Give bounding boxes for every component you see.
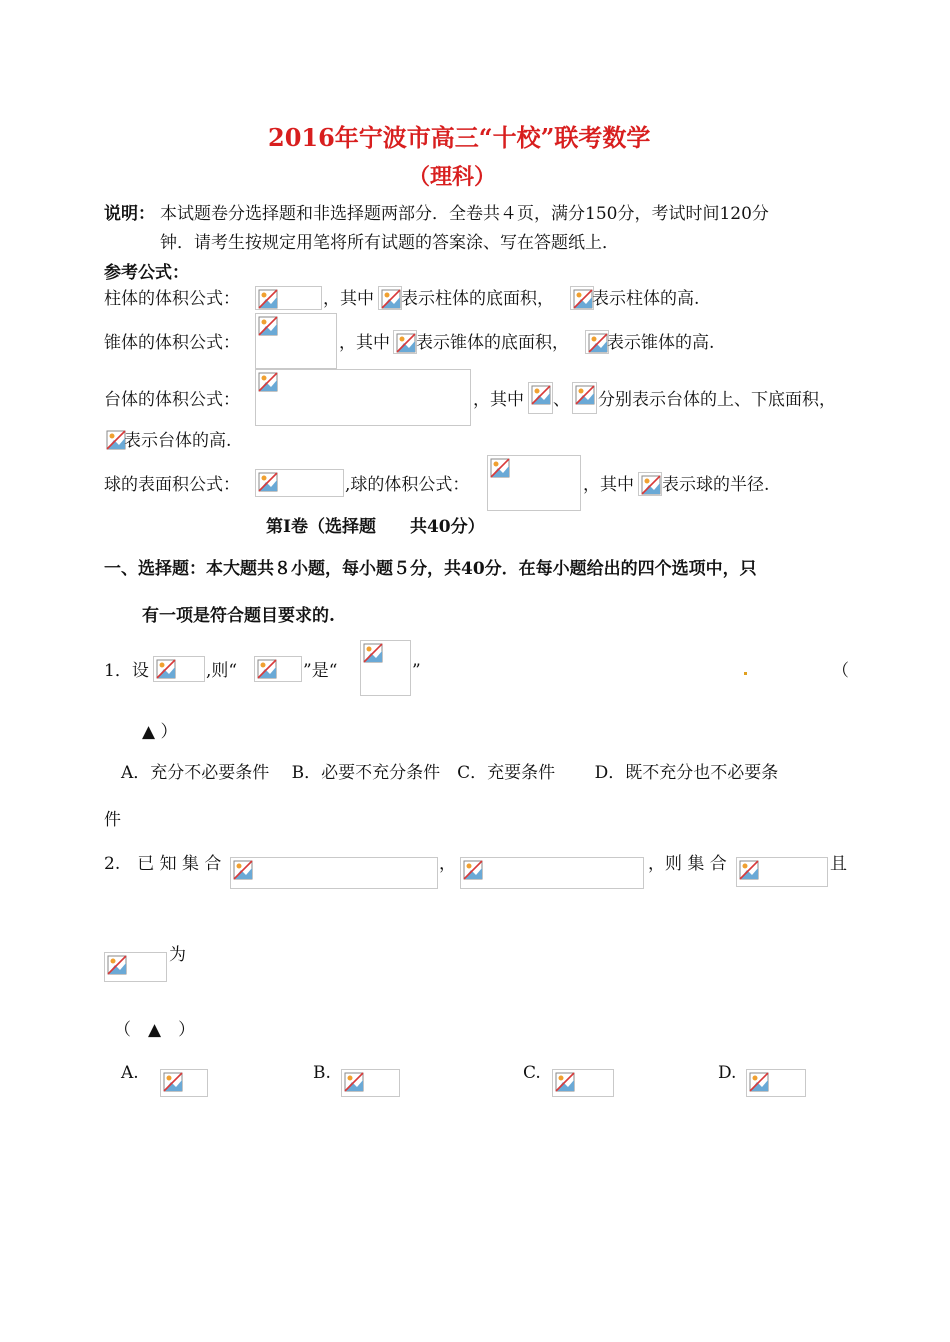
sphere-text-2: ，其中: [583, 475, 634, 495]
broken-image-icon: [230, 857, 438, 889]
cone-text-2: 表示锥体的底面积，: [416, 333, 569, 353]
prism-text-2: 表示柱体的底面积，: [401, 289, 554, 309]
section-instruction-2: 有一项是符合题目要求的.: [142, 606, 335, 626]
q2-text-1: ，则 集 合: [648, 854, 727, 874]
broken-image-icon: [341, 1069, 400, 1097]
broken-image-icon: [552, 1069, 614, 1097]
broken-image-icon: [378, 286, 402, 310]
frustum-text-3: 分别表示台体的上、下底面积，: [598, 390, 836, 410]
formulas-heading: 参考公式：: [104, 263, 189, 283]
intro-line-2: 钟．请考生按规定用笔将所有试题的答案涂、写在答题纸上．: [160, 233, 619, 253]
section-instruction-1: 一、选择题：本大题共８小题，每小题５分，共40分．在每小题给出的四个选项中，只: [104, 559, 757, 579]
q1-options-continued: 件: [104, 810, 121, 830]
broken-image-icon: [393, 330, 417, 354]
q1-text-3: ”: [412, 661, 421, 681]
sphere-label: 球的表面积公式：: [104, 475, 240, 495]
cone-text-3: 表示锥体的高.: [607, 333, 715, 353]
q2-paren: （ ▲ ）: [114, 1020, 196, 1040]
q2-comma: ，: [439, 854, 456, 874]
broken-image-icon: [255, 313, 337, 369]
q2-option-d-label: D.: [718, 1063, 737, 1083]
broken-image-icon: [460, 857, 644, 889]
broken-image-icon: [528, 382, 553, 414]
cone-text-1: ，其中: [339, 333, 390, 353]
q2-option-a-label: A.: [121, 1063, 139, 1083]
broken-image-icon: [255, 286, 322, 310]
broken-image-icon: [360, 640, 411, 696]
page-title: 2016年宁波市高三“十校”联考数学: [268, 123, 651, 152]
intro-line-1: 本试题卷分选择题和非选择题两部分．全卷共４页，满分150分，考试时间120分: [160, 204, 769, 224]
frustum-text-4: 表示台体的高.: [124, 431, 232, 451]
broken-image-icon: [572, 382, 597, 414]
prism-text-1: ，其中: [323, 289, 374, 309]
broken-image-icon: [153, 656, 205, 682]
prism-text-3: 表示柱体的高.: [592, 289, 700, 309]
q1-text-1: ,则“: [206, 661, 238, 681]
frustum-text-2: 、: [553, 390, 570, 410]
q2-option-b-label: B.: [313, 1063, 331, 1083]
sphere-text-3: 表示球的半径.: [662, 475, 770, 495]
broken-image-icon: [638, 472, 662, 496]
cone-label: 锥体的体积公式：: [104, 333, 240, 353]
section-title: 第Ⅰ卷（选择题 共40分）: [266, 517, 485, 537]
q1-paren-open: （: [832, 661, 849, 681]
q2-number: 2. 已 知 集 合: [104, 854, 222, 874]
broken-image-icon: [736, 857, 828, 887]
q1-number: 1．设: [104, 661, 149, 681]
broken-image-icon: [160, 1069, 208, 1097]
q2-option-c-label: C.: [523, 1063, 541, 1083]
broken-image-icon: [746, 1069, 806, 1097]
frustum-text-1: ，其中: [473, 390, 524, 410]
page-subtitle: （理科）: [408, 164, 497, 190]
broken-image-icon: [254, 656, 302, 682]
broken-image-icon: [255, 469, 344, 497]
q1-paren-close: ▲ ）: [142, 722, 178, 742]
prism-label: 柱体的体积公式：: [104, 289, 240, 309]
sphere-text-1: ,球的体积公式：: [345, 475, 470, 495]
q2-text-3: 为: [169, 945, 186, 965]
stray-dot: [744, 672, 747, 675]
broken-image-icon: [104, 952, 167, 982]
q2-text-2: 且: [830, 854, 847, 874]
broken-image-icon: [104, 428, 124, 452]
frustum-label: 台体的体积公式：: [104, 390, 240, 410]
q1-options: A．充分不必要条件 B．必要不充分条件 C．充要条件 D．既不充分也不必要条: [121, 763, 779, 783]
q1-text-2: ”是“: [303, 661, 338, 681]
broken-image-icon: [487, 455, 581, 511]
intro-label: 说明：: [104, 204, 155, 224]
broken-image-icon: [570, 286, 594, 310]
broken-image-icon: [255, 369, 471, 426]
broken-image-icon: [585, 330, 609, 354]
